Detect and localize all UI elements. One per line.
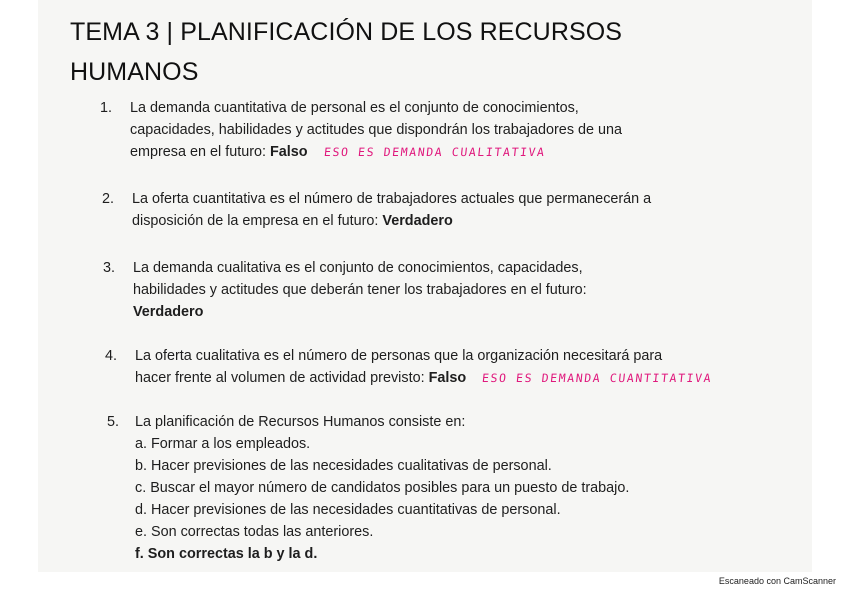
option-a: a. Formar a los empleados. bbox=[135, 436, 311, 452]
question-text-line: La oferta cualitativa es el número de personas que la organización necesitará para bbox=[135, 348, 663, 364]
title-line-1: TEMA 3 | PLANIFICACIÓN DE LOS RECURSOS bbox=[70, 18, 623, 46]
question-text-line: capacidades, habilidades y actitudes que dispondrán los trabajadores de una bbox=[130, 122, 623, 138]
option-b: b. Hacer previsiones de las necesidades cualitativas de personal. bbox=[135, 458, 552, 474]
question-text-line: La demanda cuantitativa de personal es el conjunto de conocimientos, bbox=[130, 100, 579, 116]
question-number: 5. bbox=[107, 414, 120, 430]
answer: Falso bbox=[428, 370, 467, 386]
scanner-watermark: Escaneado con CamScanner bbox=[718, 576, 836, 586]
question-text-line: La demanda cualitativa es el conjunto de conocimientos, capacidades, bbox=[133, 260, 583, 276]
title-line-2: HUMANOS bbox=[70, 58, 199, 86]
page-title bbox=[70, 12, 690, 92]
handwritten-note: ESO ES DEMANDA CUALITATIVA bbox=[322, 145, 546, 159]
option-c: c. Buscar el mayor número de candidatos posibles para un puesto de trabajo. bbox=[135, 480, 630, 496]
question-number: 1. bbox=[100, 100, 113, 116]
answer: Verdadero bbox=[382, 213, 453, 229]
answer: Verdadero bbox=[133, 304, 204, 320]
question-number: 3. bbox=[103, 260, 116, 276]
option-d: d. Hacer previsiones de las necesidades cuantitativas de personal. bbox=[135, 502, 561, 518]
answer: Falso bbox=[270, 144, 308, 160]
question-number: 4. bbox=[105, 348, 118, 364]
question-text-line: La oferta cuantitativa es el número de trabajadores actuales que permanecerán a bbox=[132, 191, 652, 207]
option-f-answer: f. Son correctas la b y la d. bbox=[135, 546, 318, 562]
question-number: 2. bbox=[102, 191, 115, 207]
handwritten-note: ESO ES DEMANDA CUANTITATIVA bbox=[481, 371, 714, 385]
question-text-line: empresa en el futuro: bbox=[130, 144, 266, 160]
question-text-line: disposición de la empresa en el futuro: bbox=[132, 213, 379, 229]
option-e: e. Son correctas todas las anteriores. bbox=[135, 524, 374, 540]
question-text-line: La planificación de Recursos Humanos consiste en: bbox=[135, 414, 466, 430]
question-text-line: habilidades y actitudes que deberán tener los trabajadores en el futuro: bbox=[133, 282, 587, 298]
question-text-line: hacer frente al volumen de actividad previsto: bbox=[135, 370, 425, 386]
